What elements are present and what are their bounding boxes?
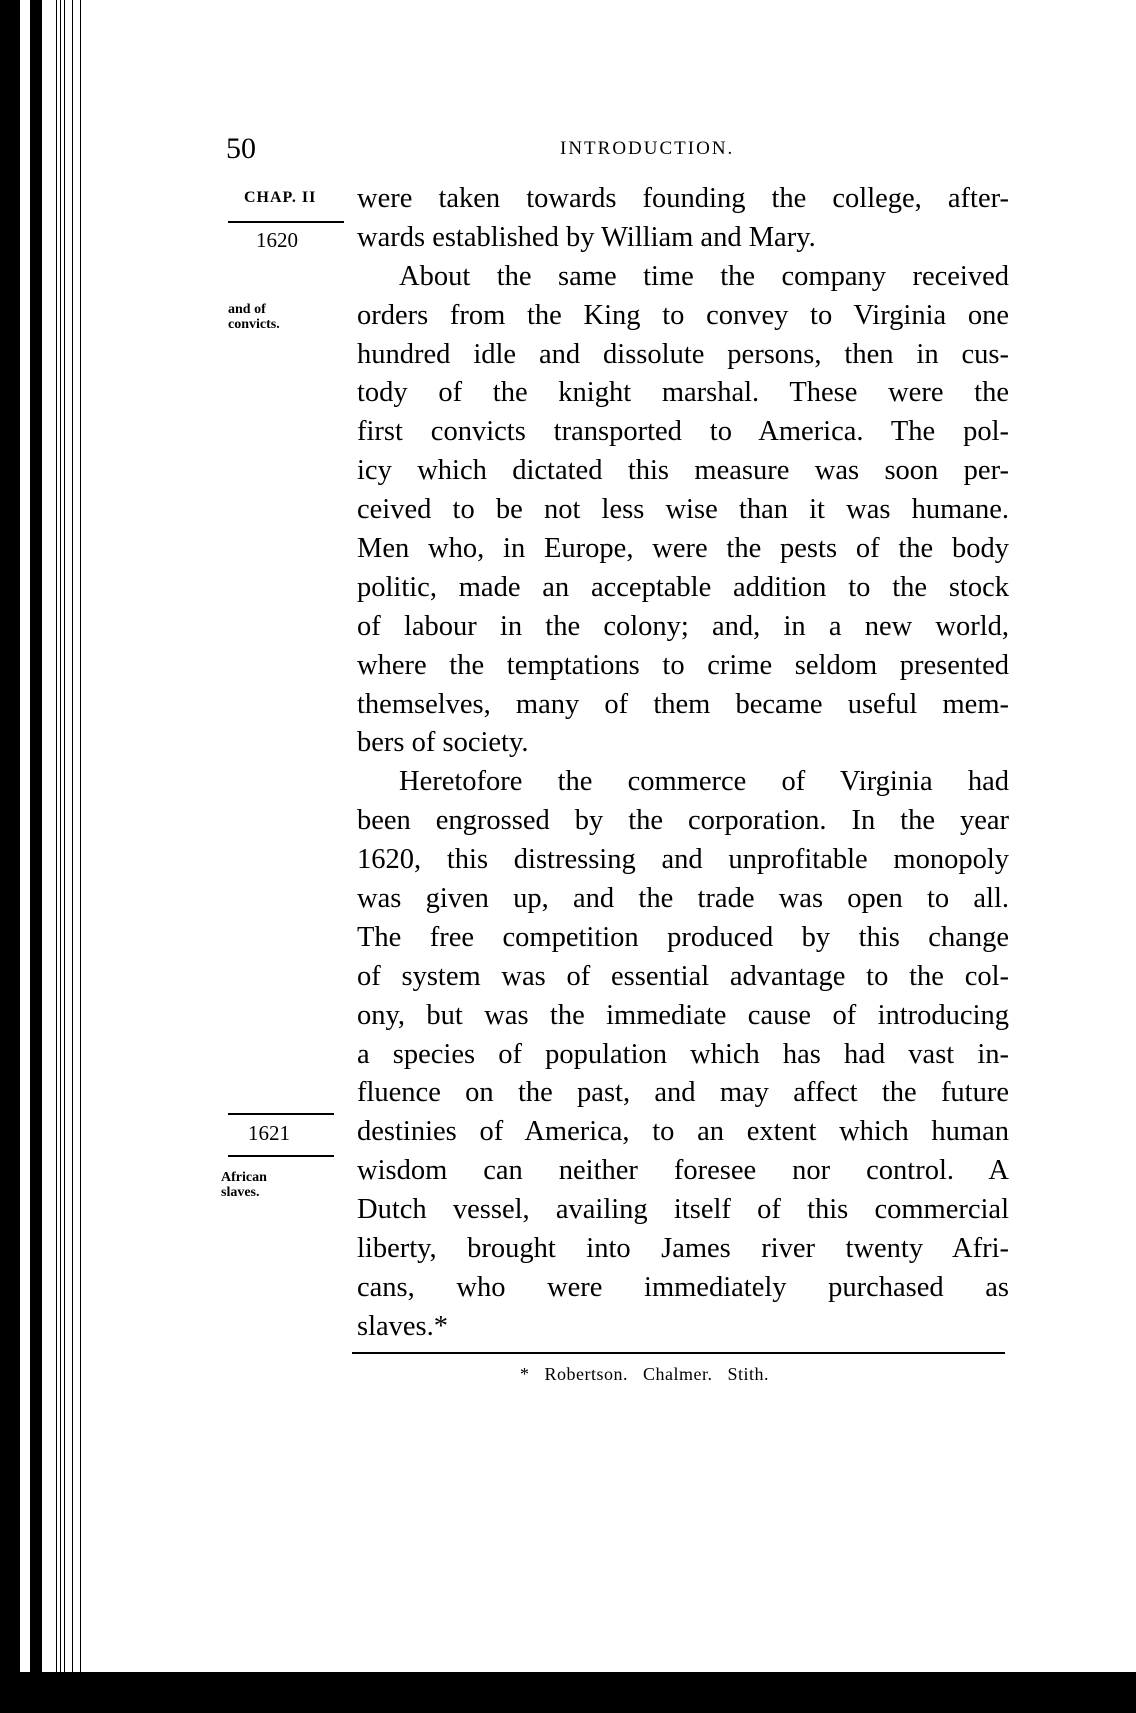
binding-edge-line bbox=[64, 0, 65, 1672]
text-line: destinies of America, to an extent which human bbox=[357, 1116, 1009, 1148]
text-line: wisdom can neither foresee nor control. A bbox=[357, 1155, 1009, 1187]
text-line: politic, made an acceptable addition to the stock bbox=[357, 571, 1009, 603]
running-head: INTRODUCTION. bbox=[560, 138, 735, 159]
margin-chapter: CHAP. II bbox=[244, 189, 317, 206]
text-line: a species of population which has had vast in- bbox=[357, 1038, 1009, 1070]
text-line: was given up, and the trade was open to all. bbox=[357, 883, 1009, 915]
text-line: were taken towards founding the college, after- bbox=[357, 183, 1009, 214]
footnote-rule bbox=[352, 1352, 1005, 1354]
margin-note-line: slaves. bbox=[221, 1185, 260, 1200]
text-line: first convicts transported to America. The pol- bbox=[357, 416, 1009, 448]
text-line: Heretofore the commerce of Virginia had bbox=[399, 766, 1009, 798]
text-line: bers of society. bbox=[357, 727, 529, 759]
binding-edge-line bbox=[72, 0, 73, 1672]
scan-bottom-edge bbox=[0, 1672, 1136, 1713]
text-line: been engrossed by the corporation. In the year bbox=[357, 805, 1009, 837]
text-line: fluence on the past, and may affect the future bbox=[357, 1077, 1009, 1109]
text-line: liberty, brought into James river twenty Afri- bbox=[357, 1233, 1009, 1265]
margin-year-1621: 1621 bbox=[248, 1121, 290, 1145]
margin-note-line: convicts. bbox=[228, 317, 280, 332]
text-line: The free competition produced by this change bbox=[357, 921, 1009, 953]
margin-rule bbox=[228, 1113, 334, 1115]
body-text bbox=[357, 180, 1009, 1347]
text-line: hundred idle and dissolute persons, then in cus- bbox=[357, 338, 1009, 370]
binding-edge-bar bbox=[0, 0, 20, 1672]
text-line: slaves.* bbox=[357, 1310, 449, 1342]
margin-rule bbox=[228, 1155, 334, 1157]
text-line: tody of the knight marshal. These were the bbox=[357, 377, 1009, 409]
text-line: of labour in the colony; and, in a new world, bbox=[357, 610, 1009, 642]
text-line: Men who, in Europe, were the pests of the body bbox=[357, 533, 1009, 565]
text-line: themselves, many of them became useful mem- bbox=[357, 688, 1009, 720]
margin-note-convicts bbox=[228, 302, 280, 332]
text-line: wards established by William and Mary. bbox=[357, 221, 816, 253]
text-line: of system was of essential advantage to the col- bbox=[357, 960, 1009, 992]
margin-rule bbox=[228, 221, 344, 223]
text-line: ony, but was the immediate cause of introducing bbox=[357, 999, 1009, 1031]
binding-edge-line bbox=[60, 0, 61, 1672]
margin-note-african-slaves bbox=[221, 1170, 267, 1200]
text-line: icy which dictated this measure was soon per- bbox=[357, 455, 1009, 487]
text-line: where the temptations to crime seldom presented bbox=[357, 649, 1009, 681]
text-line: 1620, this distressing and unprofitable monopoly bbox=[357, 844, 1009, 876]
margin-year-1620: 1620 bbox=[256, 228, 298, 252]
margin-note-line: and of bbox=[228, 302, 266, 317]
text-line: Dutch vessel, availing itself of this commercial bbox=[357, 1194, 1009, 1226]
text-line: cans, who were immediately purchased as bbox=[357, 1271, 1009, 1303]
footnote: * Robertson. Chalmer. Stith. bbox=[520, 1364, 769, 1384]
text-line: orders from the King to convey to Virginia one bbox=[357, 299, 1009, 331]
binding-edge-bar bbox=[30, 0, 42, 1672]
margin-note-line: African bbox=[221, 1170, 267, 1185]
binding-edge-line bbox=[80, 0, 81, 1672]
text-line: ceived to be not less wise than it was humane. bbox=[357, 494, 1009, 526]
binding-edge-line bbox=[56, 0, 57, 1672]
page-number: 50 bbox=[226, 132, 256, 165]
text-line: About the same time the company received bbox=[399, 260, 1009, 292]
